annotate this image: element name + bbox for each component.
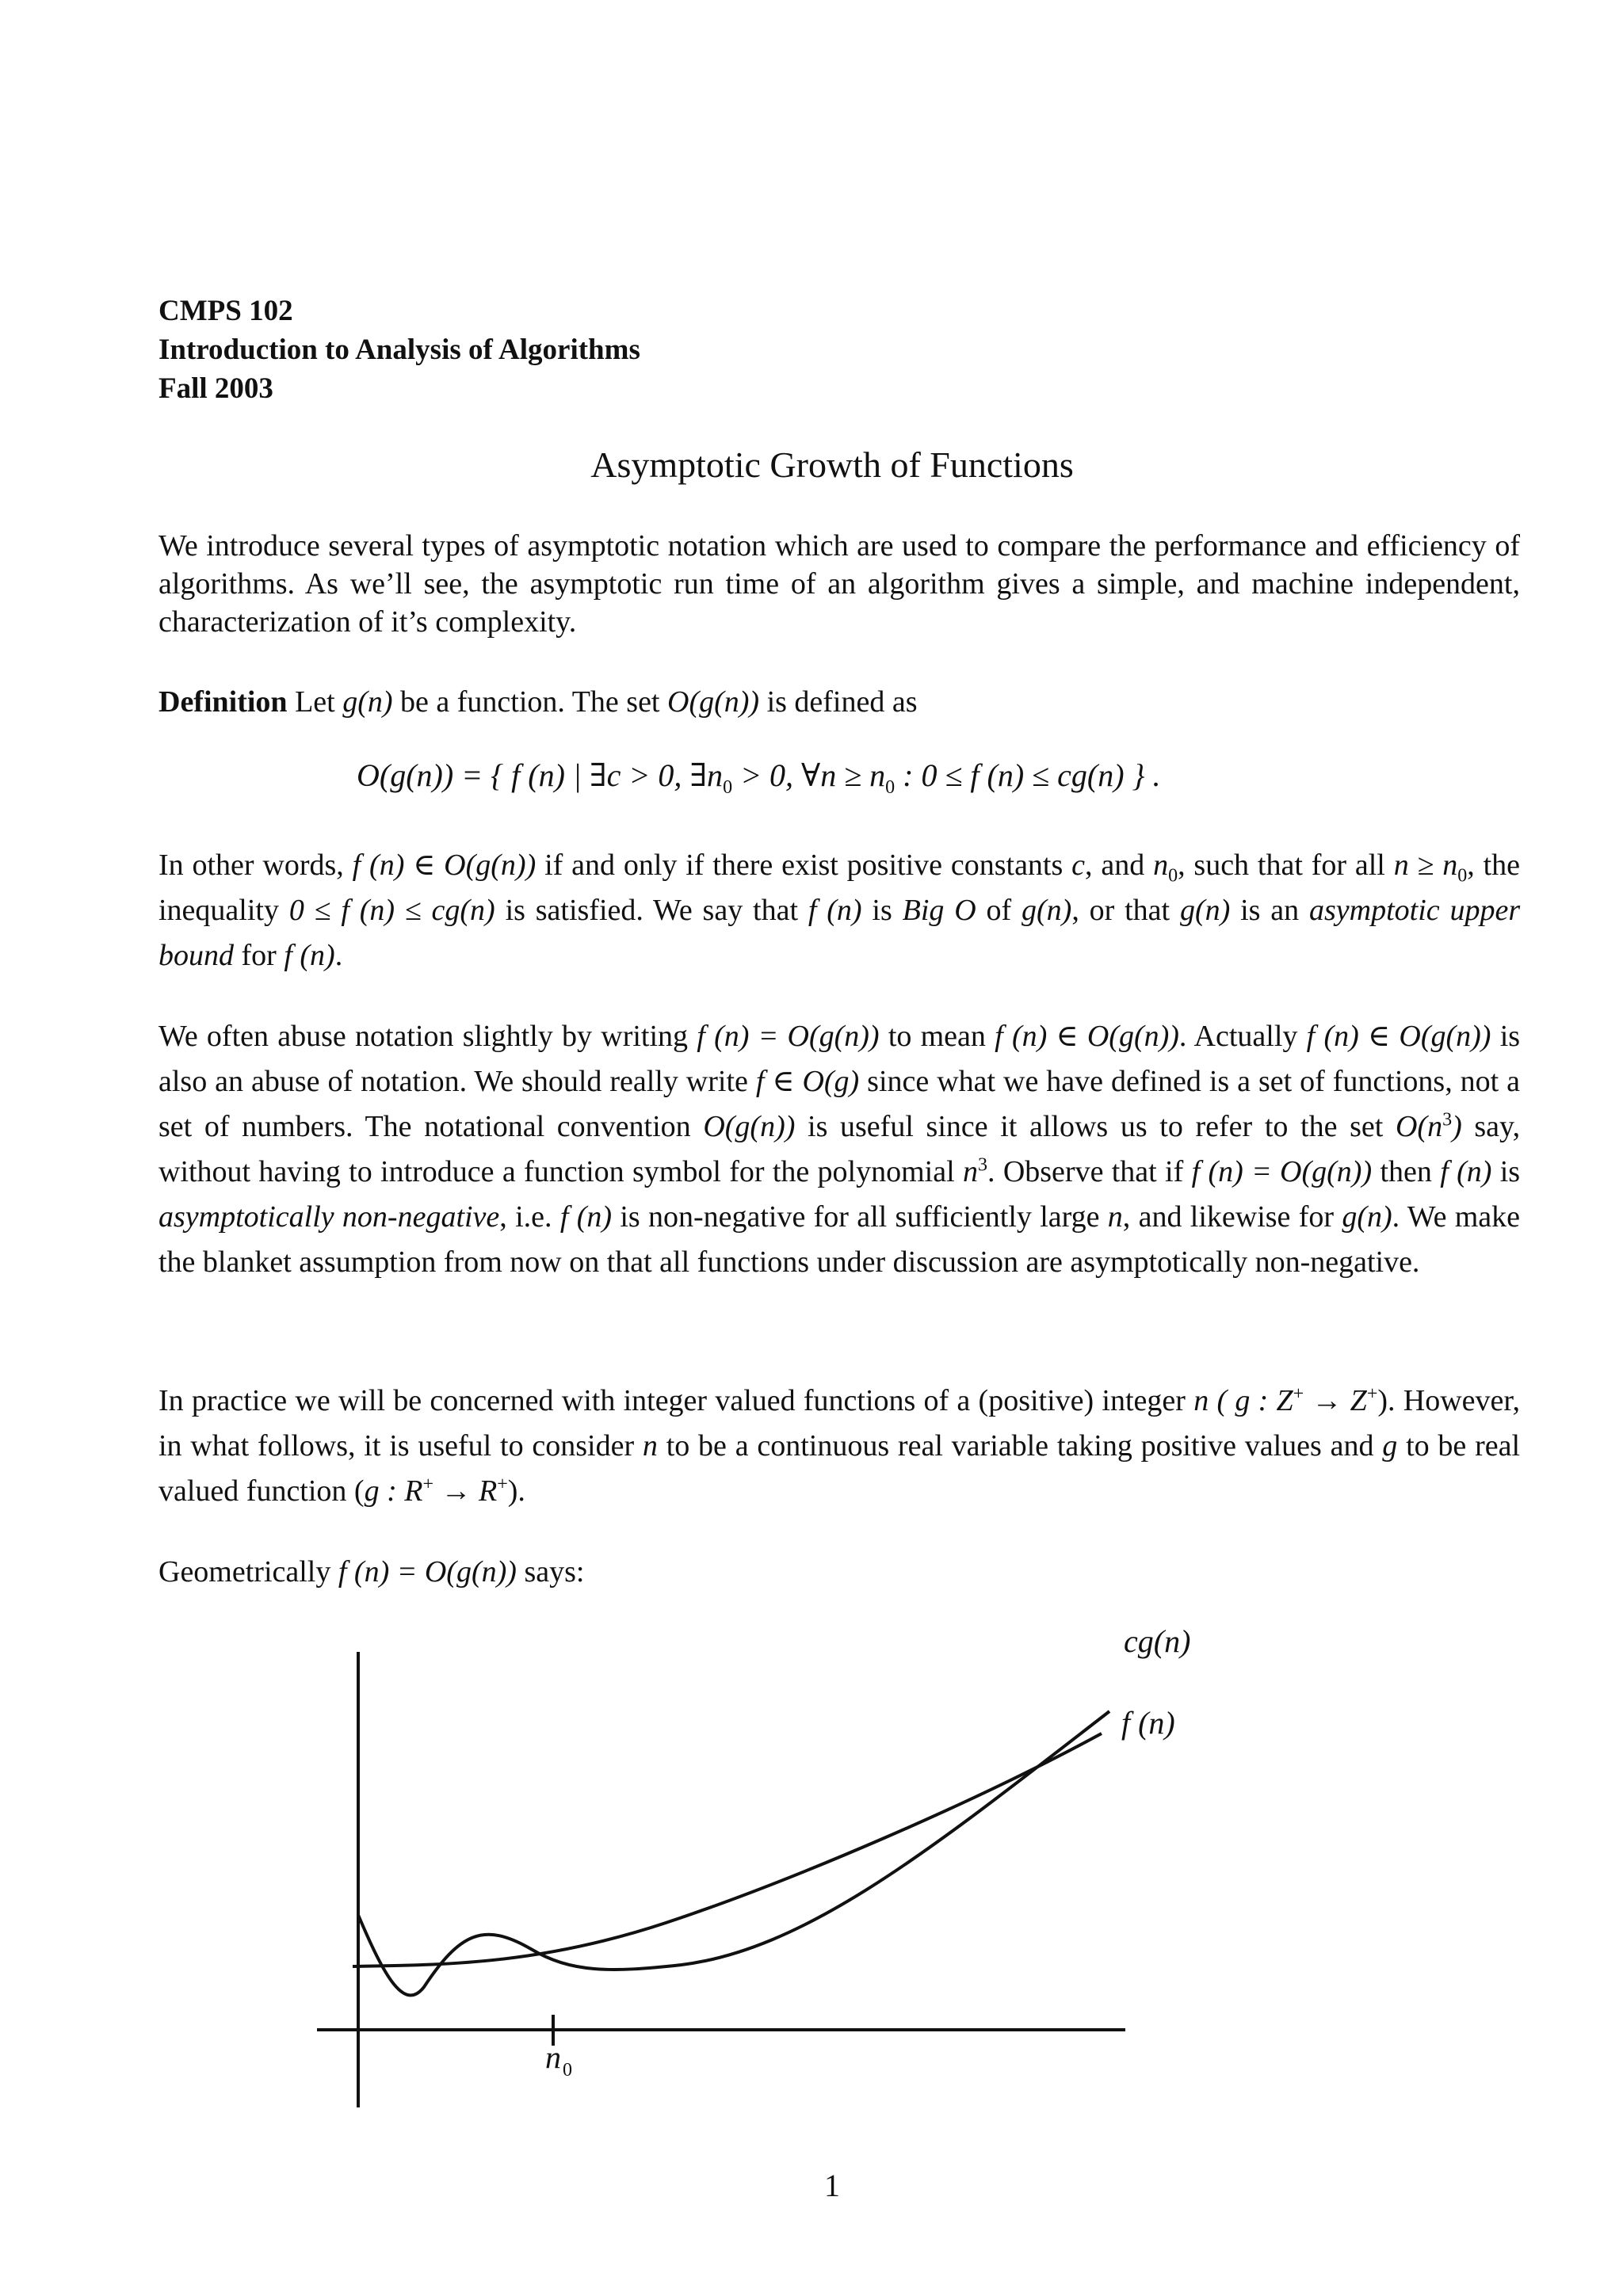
text-segment: is xyxy=(872,894,892,927)
math-expression: f ∈ O(g) xyxy=(755,1065,860,1098)
text-segment: . xyxy=(334,939,343,972)
math-g-n: g(n) xyxy=(342,685,393,719)
formula-part-2: > 0, ∀n ≥ n xyxy=(732,757,886,793)
text-segment: , and likewise for xyxy=(1122,1200,1335,1234)
text-segment: is satisfied. We say that xyxy=(505,894,799,927)
text-segment: to mean xyxy=(888,1020,986,1053)
math-expression: n ≥ n xyxy=(1393,849,1458,882)
definition-text-1: Let xyxy=(295,685,335,719)
text-segment: is an xyxy=(1240,894,1300,927)
document-title: Asymptotic Growth of Functions xyxy=(590,444,1074,485)
math-superscript: + xyxy=(1293,1383,1304,1405)
math-expression: → R xyxy=(433,1474,498,1508)
big-o-figure xyxy=(301,1616,1212,2131)
text-segment: for xyxy=(241,939,277,972)
course-code: CMPS 102 xyxy=(158,295,293,327)
definition-paragraph xyxy=(158,683,1520,721)
emphasis: asymptotic upper bound xyxy=(158,894,1521,972)
math-expression: ) xyxy=(1452,1110,1462,1143)
text-segment: , and xyxy=(1085,849,1145,882)
text-segment: since what we have defined is a set of functions, not a set of numbers. The notational convention xyxy=(158,1065,1521,1143)
course-name: Introduction to Analysis of Algorithms xyxy=(158,334,640,366)
math-expression: g(n) xyxy=(1022,894,1072,927)
course-header xyxy=(158,292,640,408)
paragraph-geometric xyxy=(158,1553,1520,1591)
math-expression: f (n) xyxy=(808,894,862,927)
formula-part-3: : 0 ≤ f (n) ≤ cg(n) } . xyxy=(895,757,1161,793)
formula-part-1: O(g(n)) = { f (n) | ∃c > 0, ∃n xyxy=(357,757,724,793)
math-superscript: 3 xyxy=(1442,1109,1453,1131)
math-superscript: + xyxy=(1366,1383,1378,1405)
definition-label: Definition xyxy=(158,685,288,719)
math-subscript: 0 xyxy=(1168,865,1178,887)
text-segment: says: xyxy=(524,1555,585,1589)
text-segment: , or that xyxy=(1071,894,1170,927)
math-expression: f (n) xyxy=(559,1200,613,1234)
course-term: Fall 2003 xyxy=(158,372,273,405)
math-expression: f (n) = O(g(n)) xyxy=(1191,1155,1373,1188)
definition-text-3: is defined as xyxy=(766,685,918,719)
emphasis: asymptotically non-negative xyxy=(158,1200,500,1234)
text-segment: of xyxy=(986,894,1012,927)
math-superscript: 3 xyxy=(978,1154,987,1176)
definition-text-2: be a function. The set xyxy=(400,685,660,719)
math-O-g-n: O(g(n)) xyxy=(667,685,760,719)
math-expression: f (n) ∈ O(g(n)) xyxy=(352,849,537,882)
text-segment: ). xyxy=(1377,1384,1396,1417)
math-expression: g(n) xyxy=(1342,1200,1392,1234)
definition-formula xyxy=(357,757,1161,798)
formula-subscript-1: 0 xyxy=(723,777,733,798)
text-segment: , i.e. xyxy=(499,1200,552,1234)
math-expression: → Z xyxy=(1304,1384,1367,1417)
math-expression: f (n) ∈ O(g(n)) xyxy=(1306,1020,1491,1053)
math-expression: O(g(n)) xyxy=(703,1110,796,1143)
math-expression: f (n) = O(g(n)) xyxy=(338,1555,517,1589)
n0-subscript: 0 xyxy=(563,2060,572,2081)
cg-n-curve xyxy=(358,1711,1109,1995)
text-segment: is xyxy=(1499,1155,1521,1188)
text-segment: In other words, xyxy=(158,849,344,882)
math-expression: g(n) xyxy=(1179,894,1231,927)
text-segment: , such that for all xyxy=(1178,849,1385,882)
intro-paragraph: We introduce several types of asymptotic notation which are used to compare the performance and efficiency of algorithms. As we’ll see, the asymptotic run time of an algorithm gives a simple, and machine independent, characterization of it’s complexity. xyxy=(158,529,1520,639)
f-n-label: f (n) xyxy=(1121,1705,1175,1741)
text-segment: if and only if there exist positive constants xyxy=(544,849,1064,882)
text-segment: say, without having to introduce a function symbol for the polynomial xyxy=(158,1110,1521,1188)
text-segment: We often abuse notation slightly by writing xyxy=(158,1020,689,1053)
math-expression: f (n) ∈ O(g(n)) xyxy=(995,1020,1179,1053)
page-number: 1 xyxy=(824,2168,840,2203)
text-segment: . Observe that if xyxy=(987,1155,1184,1188)
text-segment: to be a continuous real variable taking positive values and xyxy=(666,1429,1374,1463)
text-segment: is non-negative for all sufficiently large xyxy=(620,1200,1100,1234)
text-segment: to be real valued function ( xyxy=(158,1429,1521,1508)
emphasis: Big O xyxy=(902,894,976,927)
text-segment: , the inequality xyxy=(158,849,1521,927)
math-expression: f (n) xyxy=(284,939,335,972)
text-segment: . We make the blanket assumption from now on that all functions under discussion are asymptotically non-negative. xyxy=(158,1200,1521,1279)
paragraph-integer-functions xyxy=(158,1379,1520,1514)
formula-subscript-2: 0 xyxy=(885,777,896,798)
math-expression: f (n) xyxy=(1440,1155,1492,1188)
math-variable: n xyxy=(963,1155,978,1188)
math-variable: c xyxy=(1071,849,1085,882)
text-segment: . Actually xyxy=(1178,1020,1298,1053)
text-segment: is useful since it allows us to refer to the set xyxy=(808,1110,1384,1143)
math-expression: O(n xyxy=(1395,1110,1443,1143)
math-variable: g xyxy=(1382,1429,1398,1463)
math-subscript: 0 xyxy=(1457,865,1468,887)
math-expression: 0 ≤ f (n) ≤ cg(n) xyxy=(288,894,495,927)
text-segment: Geometrically xyxy=(158,1555,331,1589)
math-variable: n xyxy=(1107,1200,1123,1234)
n0-label: n xyxy=(545,2039,561,2075)
math-expression: ( g : Z xyxy=(1216,1384,1293,1417)
math-superscript: + xyxy=(497,1474,508,1495)
math-expression: g : R xyxy=(364,1474,423,1508)
math-variable: n xyxy=(642,1429,658,1463)
text-segment: ). xyxy=(507,1474,525,1508)
math-expression: f (n) = O(g(n)) xyxy=(697,1020,880,1053)
math-variable: n xyxy=(1193,1384,1209,1417)
text-segment: then xyxy=(1380,1155,1432,1188)
text-segment: However, in what follows, it is useful to consider xyxy=(158,1384,1521,1463)
math-variable: n xyxy=(1153,849,1169,882)
paragraph-other-words xyxy=(158,843,1520,978)
paragraph-abuse-notation xyxy=(158,1014,1520,1285)
text-segment: is also an abuse of notation. We should really write xyxy=(158,1020,1521,1098)
text-segment: In practice we will be concerned with integer valued functions of a (positive) integer xyxy=(158,1384,1186,1417)
math-superscript: + xyxy=(422,1474,434,1495)
cg-n-label: cg(n) xyxy=(1124,1623,1191,1659)
f-n-curve xyxy=(353,1733,1102,1966)
